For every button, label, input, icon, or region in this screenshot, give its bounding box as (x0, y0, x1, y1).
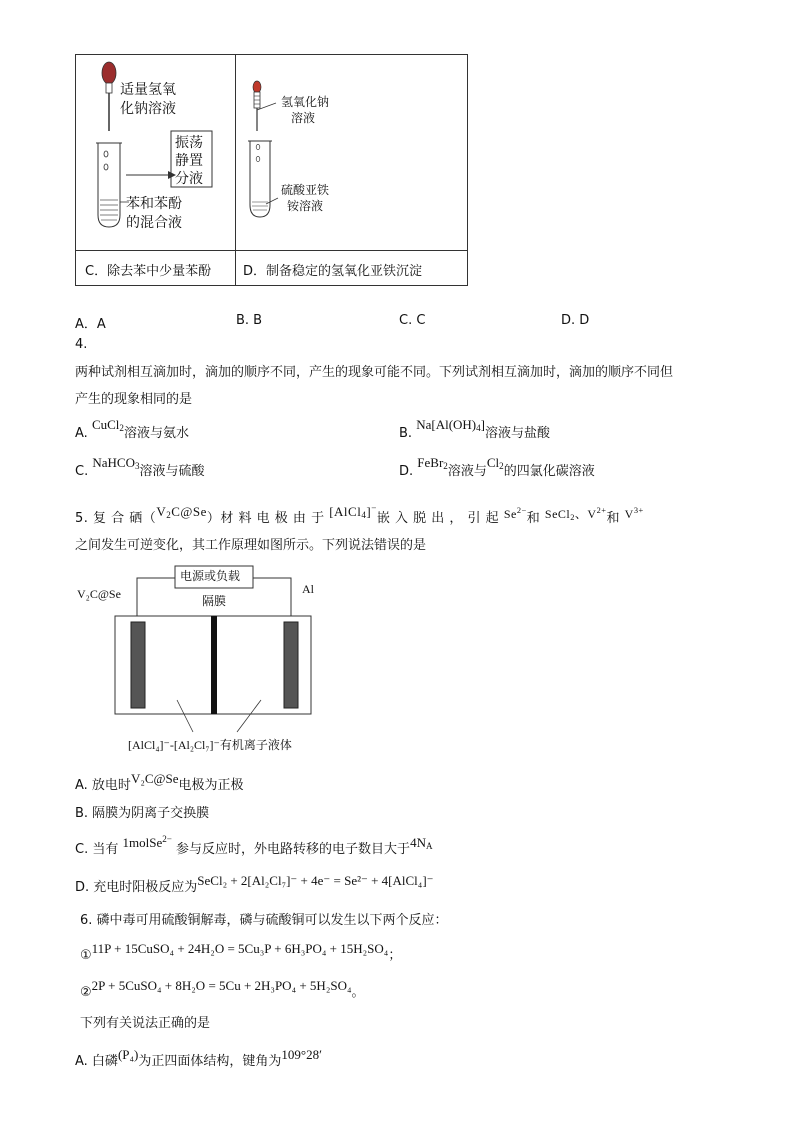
q5-stem-line2: 之间发生可逆变化，其工作原理如图所示。下列说法错误的是 (75, 538, 427, 553)
q4-option-b: B. $Na[Al(OH)_4]$溶液与盐酸 (399, 417, 551, 441)
label-shake: 振荡 (175, 135, 203, 151)
q3-option-a: A．A (75, 317, 106, 332)
q6-reaction-2: ②2P + 5CuSO₄ + 8H₂O = 5Cu + 2H₃PO₄ + 5H₂SO₄。 (80, 978, 365, 1000)
table-horizontal-divider (76, 250, 467, 251)
q3-option-b: B. B (236, 313, 263, 328)
q4-stem-line1: 两种试剂相互滴加时，滴加的顺序不同，产生的现象可能不同。下列试剂相互滴加时，滴加的顺序不同但 (75, 365, 674, 380)
right-electrode-label: Al (302, 582, 314, 596)
label-naoh-solution-line1: 氢氧化钠 (281, 95, 330, 109)
label-naoh-line1: 适量氢氧 (120, 82, 176, 98)
label-ferrous-ammonium-sulfate-line2: 铵溶液 (287, 199, 324, 213)
label-ferrous-ammonium-sulfate-line1: 硫酸亚铁 (281, 183, 330, 197)
label-naoh-solution-line2: 溶液 (291, 111, 316, 125)
q4-option-d: D. FeBr$_2$溶液与$Cl_2$的四氯化碳溶液 (399, 455, 595, 479)
q6-stem: 6. 磷中毒可用硫酸铜解毒，磷与硫酸铜可以发生以下两个反应： (80, 913, 448, 928)
q5-option-b: B. 隔膜为阴离子交换膜 (75, 806, 210, 821)
left-electrode-label: V₂C@Se (77, 587, 121, 601)
apparatus-table (75, 54, 468, 286)
q6-option-a: A. 白磷(P₄)为正四面体结构，键角为109°28′ (75, 1047, 322, 1069)
separator-label: 隔膜 (202, 594, 227, 608)
label-benzene-phenol-line2: 的混合液 (126, 215, 182, 231)
q4-option-c: C. NaHCO$_3$溶液与硫酸 (75, 455, 205, 479)
label-benzene-phenol-line1: 苯和苯酚 (126, 196, 182, 212)
q3-option-c: C. C (399, 313, 426, 328)
caption-option-d: D．制备稳定的氢氧化亚铁沉淀 (243, 264, 423, 279)
q6-ask: 下列有关说法正确的是 (80, 1016, 211, 1031)
q5-option-d: D. 充电时阳极反应为SeCl₂ + 2[Al₂Cl₇]⁻ + 4e⁻ = Se²⁻ + 4[AlCl₄]⁻ (75, 873, 434, 895)
q5-stem-line1: 5. 复 合 硒$(V_2C@Se)$材 料 电 极 由 于 [AlCl$_4$]−嵌 入 脱 出 ， 引 起 $Se^{2-}$和 SeCl$_2$、$V^{2+}$和 $V^{3+}$ (75, 503, 644, 526)
label-separate: 分液 (175, 171, 203, 187)
q4-number: 4. (75, 337, 88, 352)
q5-option-c: C. 当有 1molSe$^{2-}$ 参与反应时，外电路转移的电子数目大于$4N_A$ (75, 834, 433, 857)
q3-option-d: D. D (561, 313, 590, 328)
electrolyte-label: [AlCl₄]⁻-[Al₂Cl₇]⁻有机离子液体 (128, 738, 292, 752)
q4-option-a: A. CuCl$_2$溶液与氨水 (75, 417, 189, 441)
ferrous-hydroxide-apparatus-diagram (236, 55, 467, 250)
label-naoh-line2: 化钠溶液 (120, 101, 176, 117)
caption-option-c: C．除去苯中少量苯酚 (85, 264, 212, 279)
q5-option-a: A. 放电时V₂C@Se电极为正极 (75, 771, 244, 793)
q4-stem-line2: 产生的现象相同的是 (75, 392, 193, 407)
q6-reaction-1: ①11P + 15CuSO₄ + 24H₂O = 5Cu₃P + 6H₃PO₄ + 15H₂SO₄； (80, 941, 402, 963)
label-stand: 静置 (175, 153, 203, 169)
power-or-load-label: 电源或负载 (180, 569, 241, 583)
